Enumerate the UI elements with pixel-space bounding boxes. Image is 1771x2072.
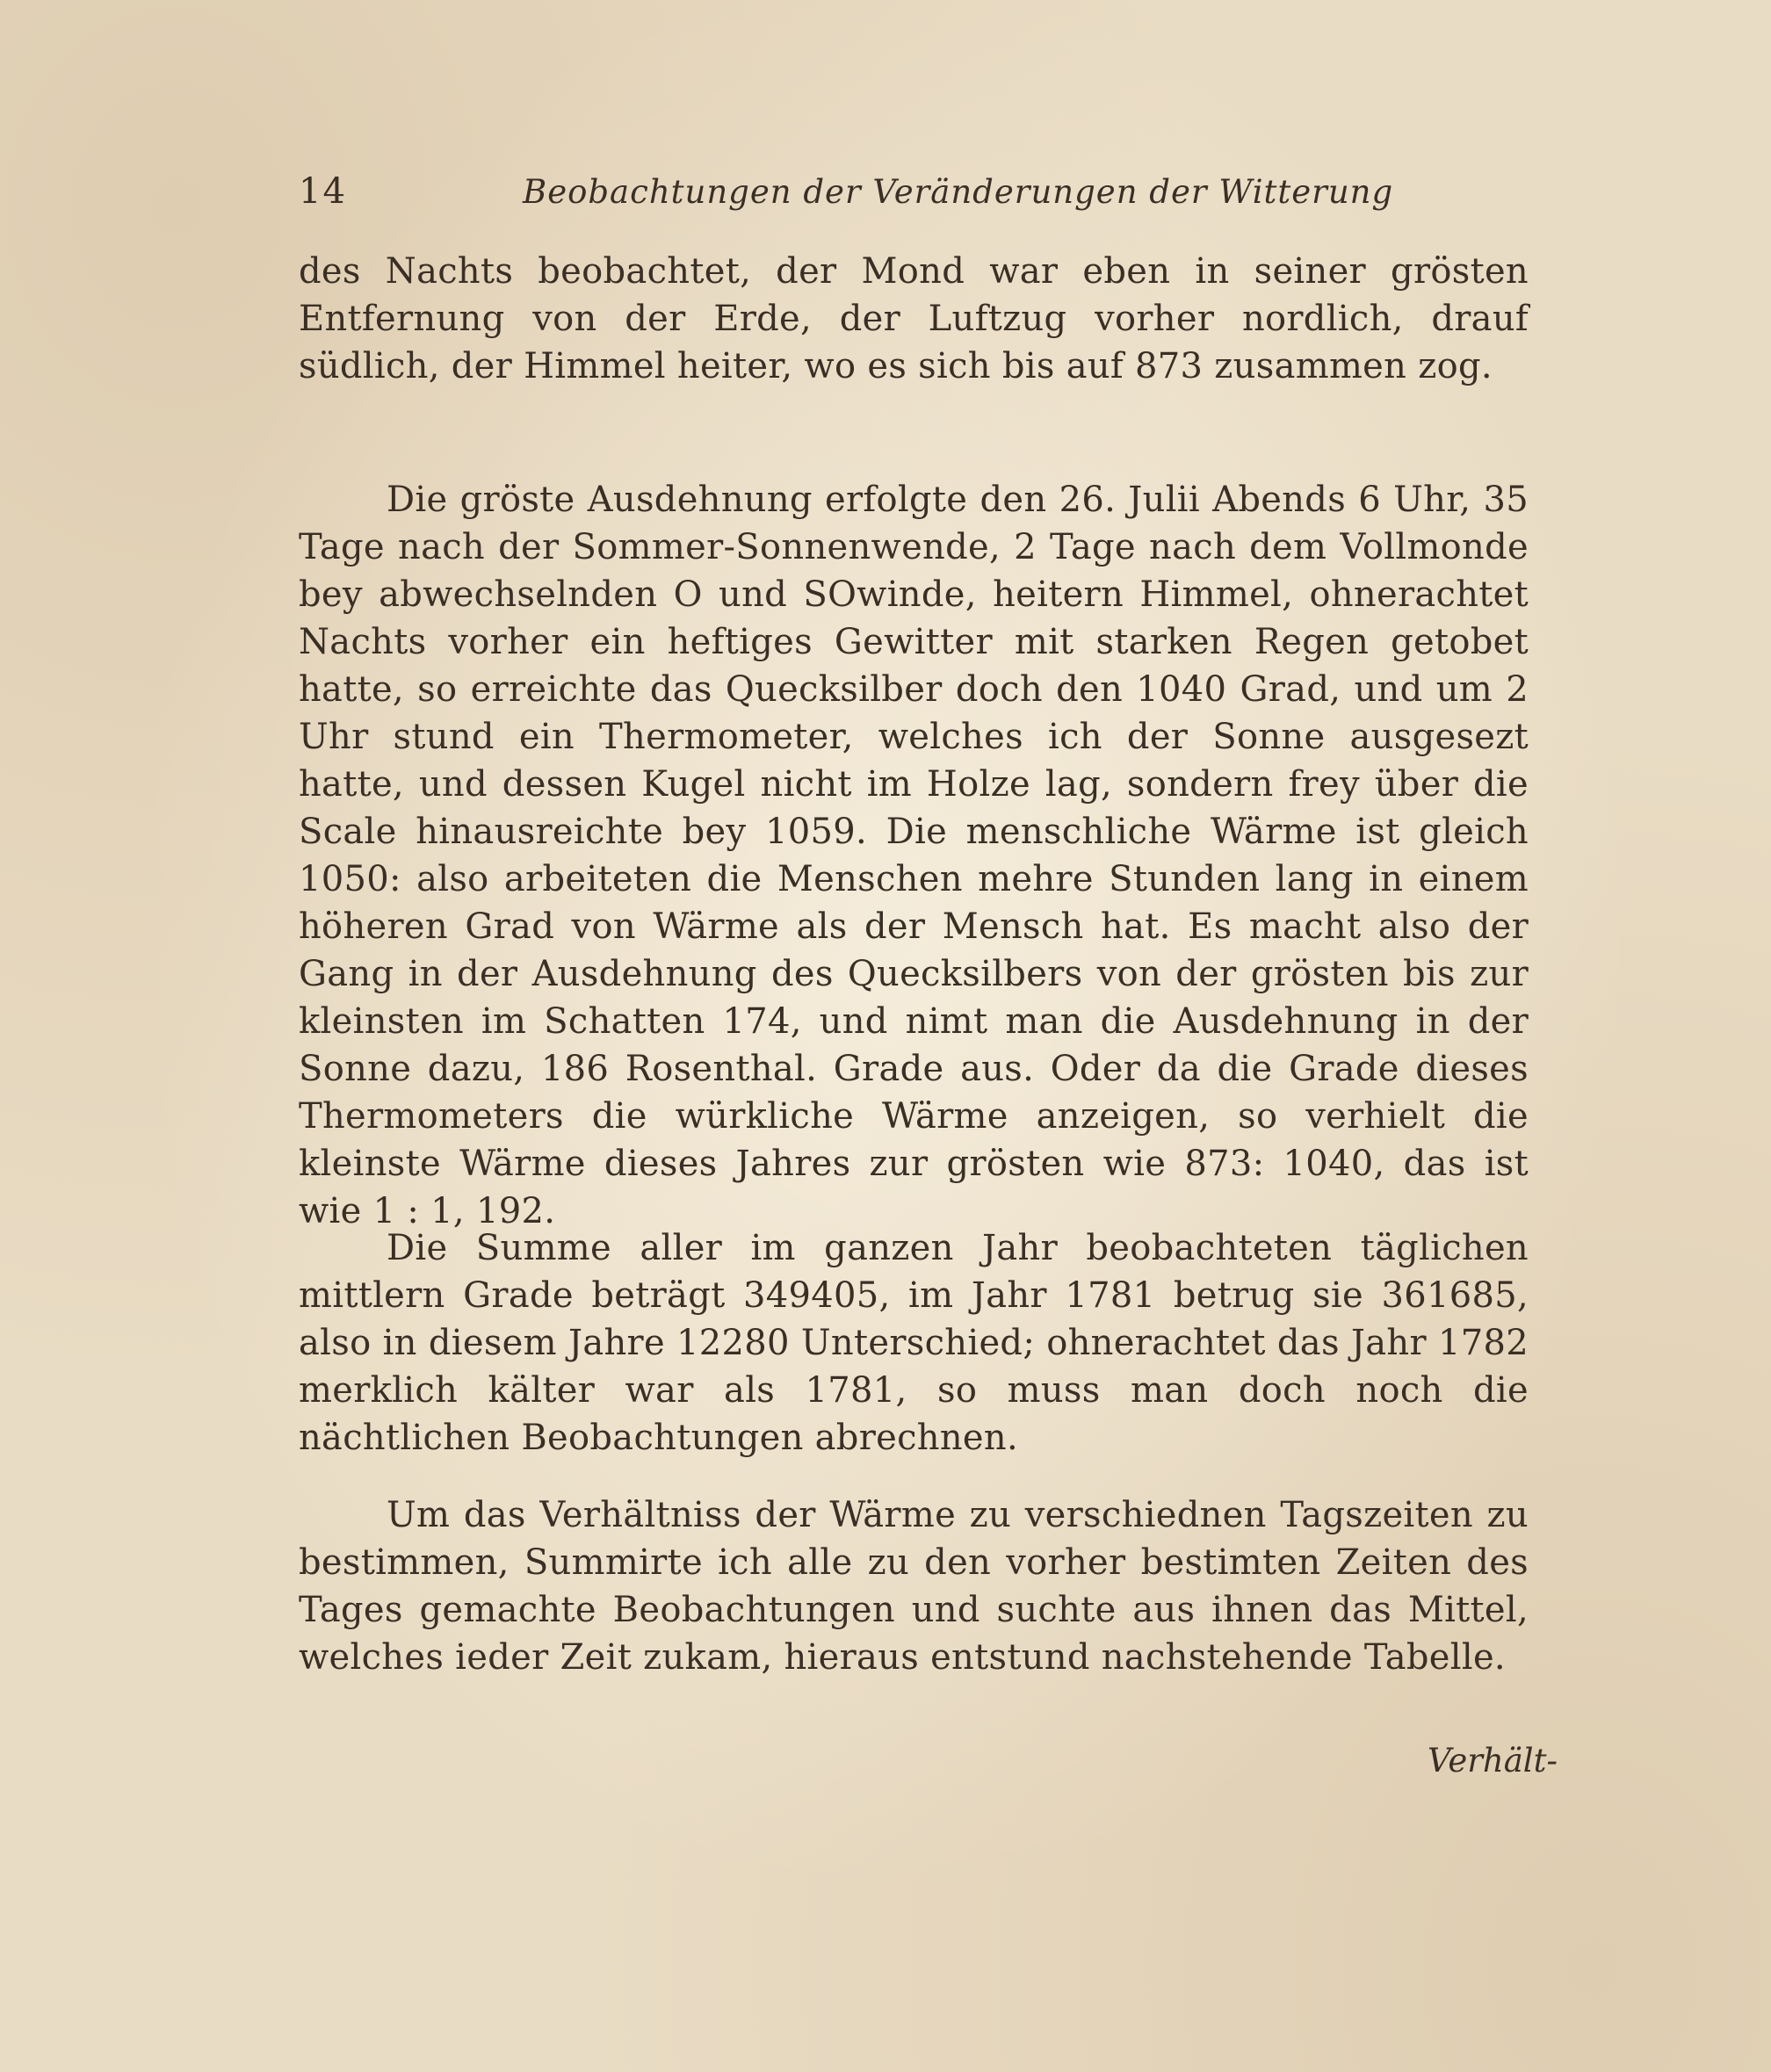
page-number: 14: [299, 171, 347, 212]
running-head: Beobachtungen der Veränderungen der Witterung: [523, 173, 1394, 211]
paragraph-3: Die Summe aller im ganzen Jahr beobachteten täglichen mittlern Grade beträgt 349405, im Jahr 1781 betrug sie 361685, also in diesem Jahre 12280 Unterschied; ohnerachtet das Jahr 1782 merklich kälter war als 1781, so muss man doch noch die nächtlichen Beobachtungen abrechnen.: [299, 1228, 1529, 1458]
paragraph-1: des Nachts beobachtet, der Mond war eben in seiner grösten Entfernung von der Erde, der Luftzug vorher nordlich, drauf südlich, der Himmel heiter, wo es sich bis auf 873 zusammen zog.: [299, 251, 1529, 386]
paragraph-4: Um das Verhältniss der Wärme zu verschiednen Tagszeiten zu bestimmen, Summirte ich alle zu den vorher bestimten Zeiten des Tages gemachte Beobachtungen und suchte aus ihnen das Mittel, welches ieder Zeit zukam, hieraus entstund nachstehende Tabelle.: [299, 1495, 1529, 1678]
catchword: Verhält-: [1428, 1742, 1558, 1780]
page-header: [299, 171, 1394, 224]
paragraph-2: Die gröste Ausdehnung erfolgte den 26. Julii Abends 6 Uhr, 35 Tage nach der Sommer-Sonnenwende, 2 Tage nach dem Vollmonde bey abwechselnden O und SOwinde, heitern Himmel, ohnerachtet Nachts vorher ein heftiges Gewitter mit starken Regen getobet hatte, so erreichte das Quecksilber doch den 1040 Grad, und um 2 Uhr stund ein Thermometer, welches ich der Sonne ausgesezt hatte, und dessen Kugel nicht im Holze lag, sondern frey über die Scale hinausreichte bey 1059. Die menschliche Wärme ist gleich 1050: also arbeiteten die Menschen mehre Stunden lang in einem höheren Grad von Wärme als der Mensch hat. Es macht also der Gang in der Ausdehnung des Quecksilbers von der grösten bis zur kleinsten im Schatten 174, und nimt man die Ausdehnung in der Sonne dazu, 186 Rosenthal. Grade aus. Oder da die Grade dieses Thermometers die würkliche Wärme anzeigen, so verhielt die kleinste Wärme dieses Jahres zur grösten wie 873: 1040, das ist wie 1 : 1, 192.: [299, 480, 1529, 1231]
